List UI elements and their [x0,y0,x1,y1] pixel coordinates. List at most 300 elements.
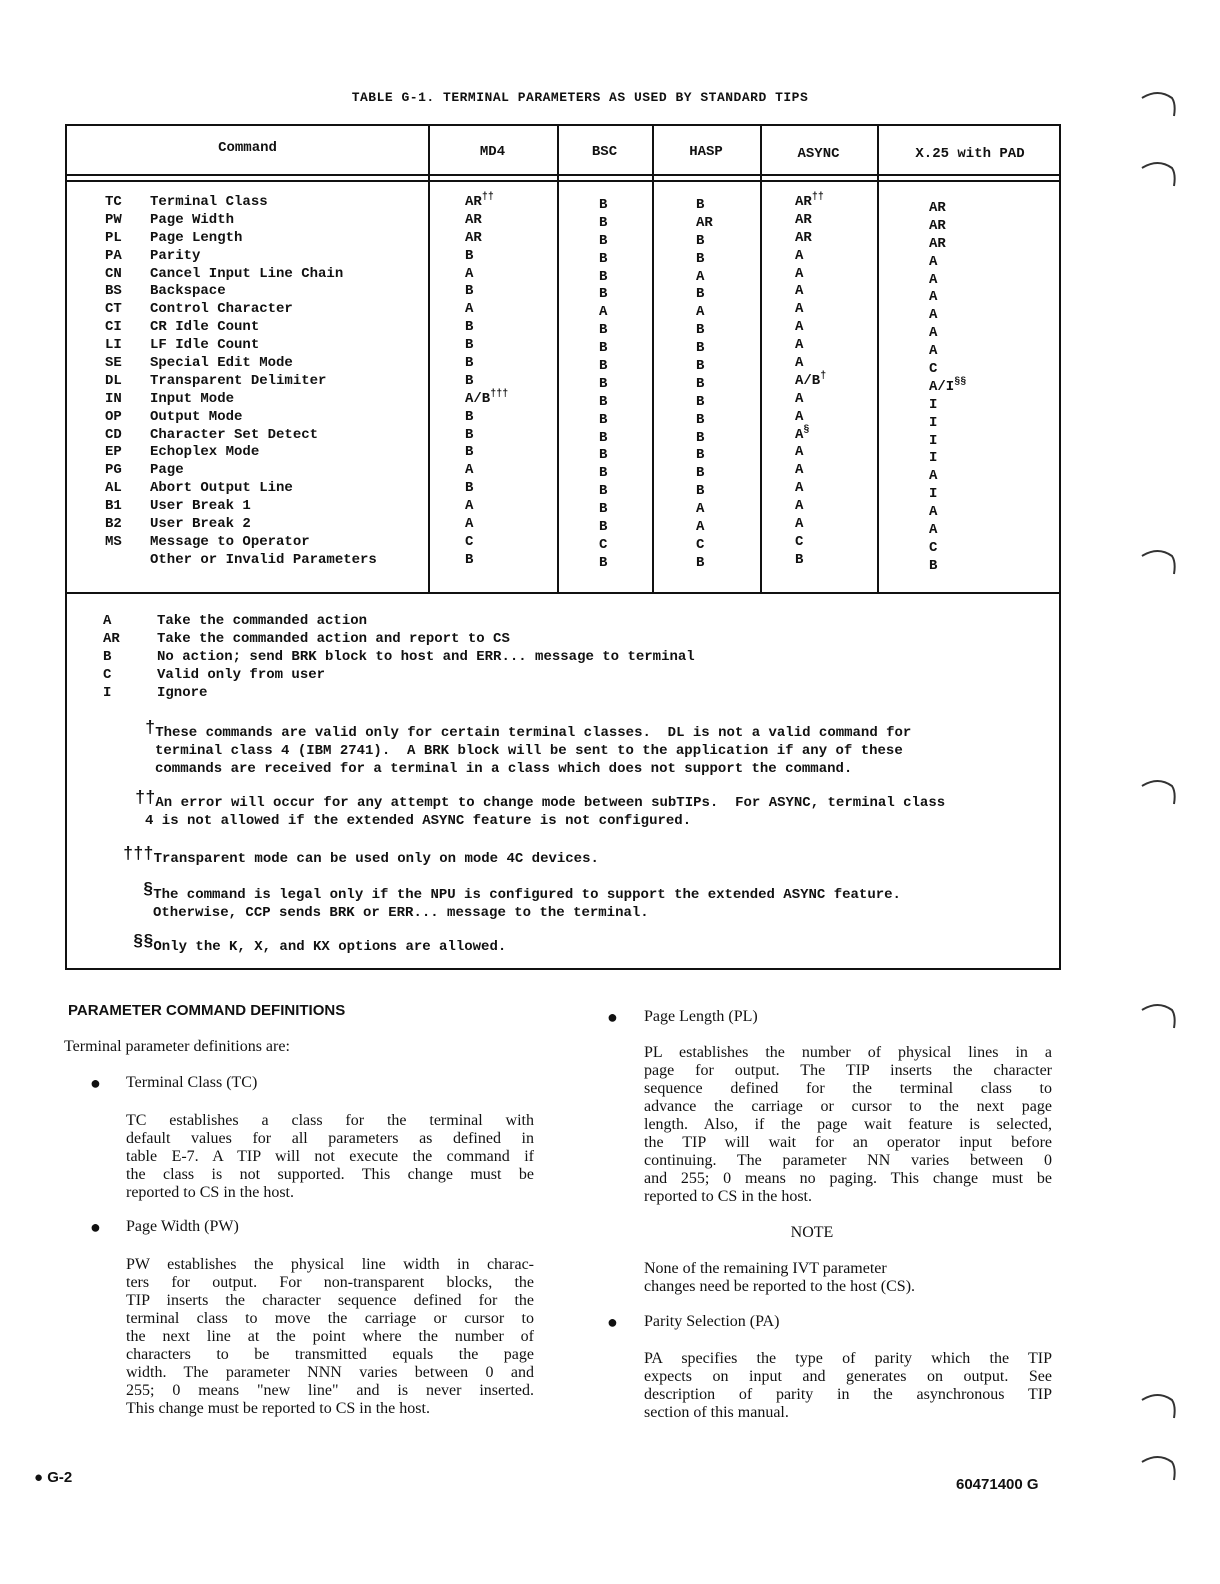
note-text [644,1260,988,1296]
binder-hole-mark [1140,1390,1178,1420]
x25-cell [929,558,966,576]
command-code-value: IN [105,390,122,407]
column-rule [760,126,762,592]
md4-value: A/B [465,390,491,407]
md4-value: A [465,301,474,318]
command-name-cell [150,194,377,212]
md4-cell [465,301,508,319]
hasp-value: B [696,322,705,339]
legend-code: B [103,649,112,665]
pw-title: Page Width (PW) [126,1218,239,1235]
md4-cell [465,319,508,337]
async-value: A/B [795,372,821,389]
x25-value: I [929,432,938,449]
bullet-icon: ● [90,1217,101,1237]
command-code-value: SE [105,355,122,372]
command-name-value: Message to Operator [150,533,310,550]
footnote-line [143,882,901,904]
bsc-value: B [599,483,608,500]
command-name-value: Backspace [150,283,226,300]
command-name-cell [150,337,377,355]
async-cell [795,516,826,534]
text-line: expects on input and generates on output. See [644,1368,1052,1385]
async-cell [795,230,826,248]
x25-cell [929,236,966,254]
md4-cell [465,230,508,248]
command-name-value: Input Mode [150,390,235,407]
bsc-cell [599,537,607,555]
command-code-cell [105,266,122,284]
x25-cell [929,468,966,486]
md4-value: B [465,426,474,443]
x25-cell [929,522,966,540]
md4-cell [465,194,508,212]
binder-hole-mark [1140,776,1178,806]
header-rule-2 [67,180,1059,182]
command-name-cell [150,355,377,373]
md4-value: A [465,516,474,533]
bsc-value: B [599,411,608,428]
x25-cell [929,325,966,343]
command-name-value: Special Edit Mode [150,355,293,372]
async-value: AR [795,229,812,246]
command-name-cell [150,212,377,230]
md4-cell [465,534,508,552]
text-line: reported to CS in the host. [126,1184,294,1201]
text-line: continuing. The parameter NN varies between 0 [644,1152,1052,1169]
md4-cell [465,283,508,301]
async-value: A [795,462,804,479]
legend [103,612,695,702]
header-command: Command [218,140,277,156]
md4-value: AR [465,211,482,228]
x25-value: C [929,361,938,378]
md4-cell [465,498,508,516]
footnote-mark: †† [811,192,824,203]
command-name-cell [150,266,377,284]
command-code-value: PW [105,211,122,228]
hasp-value: B [696,375,705,392]
command-code-cell [105,462,122,480]
terminal-parameters-table [65,124,1061,970]
legend-text: Take the commanded action and report to CS [157,631,510,647]
hasp-value: B [696,483,705,500]
x25-value: I [929,396,938,413]
legend-code: A [103,613,112,629]
command-name-cell [150,480,377,498]
bsc-value: B [599,358,608,375]
binder-hole-mark [1140,1452,1178,1482]
async-cell [795,409,826,427]
command-code-cell [105,194,122,212]
legend-text: Valid only from user [157,667,326,683]
hasp-value: B [696,393,705,410]
md4-value: B [465,319,474,336]
hasp-cell [696,412,713,430]
bsc-column [599,197,607,573]
md4-value: B [465,408,474,425]
legend-text: Ignore [157,685,208,701]
text-line: This change must be reported to CS in the host. [126,1400,430,1417]
command-code-value: B2 [105,516,122,533]
command-code-value: EP [105,444,122,461]
bsc-value: B [599,214,608,231]
bsc-value: B [599,465,608,482]
hasp-cell [696,286,713,304]
md4-value: B [465,247,474,264]
footnote-line [143,904,901,922]
command-name-value: Transparent Delimiter [150,372,327,389]
bsc-cell [599,376,607,394]
text-line: section of this manual. [644,1404,789,1421]
text-line: width. The parameter NNN varies between 0 and [126,1364,534,1381]
md4-value: A [465,462,474,479]
legend-row [103,648,695,666]
async-value: A [795,283,804,300]
command-name-value: Terminal Class [150,194,268,210]
command-name-value: Control Character [150,301,293,318]
hasp-value: A [696,501,705,518]
footnote-section [143,882,901,922]
text-line: TIP inserts the character sequence defined for the [126,1292,534,1309]
command-name-value: User Break 1 [150,498,251,515]
command-code-value: CI [105,319,122,336]
hasp-cell [696,304,713,322]
command-code-cell [105,248,122,266]
command-code-value: PA [105,247,122,264]
async-cell [795,444,826,462]
md4-cell [465,427,508,445]
hasp-value: B [696,411,705,428]
command-name-cell [150,391,377,409]
async-cell [795,212,826,230]
x25-value: A [929,271,938,288]
bsc-cell [599,519,607,537]
note-title: NOTE [790,1224,834,1241]
text-line: advance the carriage or cursor to the next page [644,1098,1052,1115]
pw-description [126,1256,534,1418]
footnote-symbol: †† [135,789,156,808]
async-cell [795,194,826,212]
command-code-value: CN [105,265,122,282]
async-cell [795,319,826,337]
md4-value: B [465,372,474,389]
x25-cell [929,540,966,558]
x25-cell [929,254,966,272]
md4-value: B [465,337,474,354]
footnote-text: 4 is not allowed if the extended ASYNC feature is not configured. [145,813,692,829]
x25-value: C [929,539,938,556]
command-name-value: Echoplex Mode [150,444,260,461]
text-line: 255; 0 means "new line" and is never inserted. [126,1382,534,1399]
x25-value: A [929,307,938,324]
command-name-cell [150,283,377,301]
command-name-value: Page Width [150,211,235,228]
bsc-cell [599,215,607,233]
x25-cell [929,200,966,218]
async-value: A [795,480,804,497]
async-cell [795,370,827,391]
footnote-mark: § [803,424,810,436]
column-rule [428,126,430,592]
async-cell [795,337,826,355]
bsc-cell [599,251,607,269]
legend-text: Take the commanded action [157,613,368,629]
x25-value: A [929,325,938,342]
hasp-cell [696,251,713,269]
command-code-value: AL [105,480,122,497]
md4-value: B [465,480,474,497]
bsc-value: B [599,268,608,285]
hasp-cell [696,555,713,573]
command-code-cell [105,552,122,570]
md4-value: C [465,533,474,550]
body-bottom-rule [67,592,1059,594]
legend-row [103,612,695,630]
text-line: table E-7. A TIP will not execute the command if [126,1148,534,1165]
command-name-value: Page Length [150,229,243,246]
async-value: A [795,319,804,336]
async-cell [795,480,826,498]
async-value: A [795,408,804,425]
hasp-cell [696,233,713,251]
x25-value: A [929,289,938,306]
hasp-value: B [696,286,705,303]
hasp-value: B [696,340,705,357]
command-code-value: CD [105,426,122,443]
command-code-value: LI [105,337,122,354]
binder-hole-mark [1140,88,1178,118]
bsc-value: B [599,232,608,249]
bullet-icon: ● [607,1007,618,1027]
x25-cell [929,433,966,451]
command-code-value: BS [105,283,122,300]
command-code-cell [105,355,122,373]
bsc-cell [599,269,607,287]
bullet-icon: ● [607,1312,618,1332]
hasp-cell [696,215,713,233]
hasp-cell [696,197,713,215]
x25-value: AR [929,217,946,234]
intro-text: Terminal parameter definitions are: [64,1038,290,1055]
bsc-value: B [599,519,608,536]
x25-cell [929,218,966,236]
async-cell [795,552,826,570]
footnote-symbol: §§ [133,933,154,952]
hasp-cell [696,376,713,394]
command-name-column [150,194,377,570]
text-line: default values for all parameters as defined in [126,1130,534,1147]
bsc-value: B [599,197,608,213]
command-code-value: B1 [105,498,122,515]
x25-value: A [929,504,938,521]
hasp-value: A [696,304,705,321]
footnote-mark: §§ [954,376,967,388]
page-number: ● G-2 [34,1469,73,1486]
md4-cell [465,355,508,373]
md4-cell [465,516,508,534]
x25-value: B [929,557,938,574]
command-name-cell [150,552,377,570]
async-value: A [795,301,804,318]
pl-description [644,1044,1052,1206]
legend-row [103,684,695,702]
text-line: changes need be reported to the host (CS). [644,1278,916,1295]
command-code-cell [105,480,122,498]
async-cell [795,248,826,266]
hasp-value: B [696,554,705,571]
hasp-value: B [696,358,705,375]
x25-value: AR [929,235,946,252]
hasp-cell [696,430,713,448]
hasp-value: C [696,536,705,553]
command-code-value: DL [105,372,122,389]
async-cell [795,498,826,516]
command-name-value: Parity [150,247,201,264]
text-line: ters for output. For non-transparent blocks, the [126,1274,534,1291]
command-name-cell [150,373,377,391]
footnote-text: The command is legal only if the NPU is configured to support the extended ASYNC feature. [153,887,901,903]
md4-value: B [465,551,474,568]
command-code-cell [105,391,122,409]
x25-value: A [929,522,938,539]
text-line: PL establishes the number of physical lines in a [644,1044,1052,1061]
x25-cell [929,415,966,433]
legend-code: AR [103,631,120,647]
page-number-text: G-2 [47,1469,73,1486]
x25-value: A/I [929,378,955,395]
command-code-cell [105,319,122,337]
footnote-mark: †† [481,192,494,203]
bsc-value: B [599,286,608,303]
async-cell [795,534,826,552]
bsc-cell [599,358,607,376]
bsc-cell [599,483,607,501]
bsc-value: B [599,554,608,571]
command-name-cell [150,248,377,266]
pa-description [644,1350,1052,1422]
hasp-value: B [696,465,705,482]
md4-cell [465,248,508,266]
footnote-symbol: § [143,881,154,900]
command-name-value: Abort Output Line [150,480,293,497]
x25-value: I [929,450,938,467]
hasp-value: A [696,268,705,285]
column-rule [652,126,654,592]
bsc-cell [599,430,607,448]
footnote-symbol: † [145,719,156,738]
tc-title: Terminal Class (TC) [126,1074,258,1091]
command-code-value: OP [105,408,122,425]
footnote-line [123,846,599,868]
async-value: B [795,551,804,568]
command-code-cell [105,516,122,534]
x25-cell [929,450,966,468]
x25-column [929,200,966,576]
command-name-value: Character Set Detect [150,426,319,443]
bsc-cell [599,197,607,215]
text-line: characters to be transmitted equals the page [126,1346,534,1363]
header-hasp: HASP [689,144,723,160]
bsc-value: B [599,429,608,446]
bsc-cell [599,304,607,322]
command-code-cell [105,337,122,355]
footnote-symbol: ††† [123,845,154,864]
bsc-cell [599,322,607,340]
header-bsc: BSC [591,144,618,160]
footnote-triple-dagger [123,846,599,868]
text-line: PA specifies the type of parity which the TIP [644,1350,1052,1367]
md4-column [465,194,508,570]
footnote-mark: ††† [490,388,509,400]
md4-cell [465,444,508,462]
async-cell [795,424,826,445]
bsc-cell [599,286,607,304]
x25-cell [929,486,966,504]
hasp-value: B [696,250,705,267]
command-code-cell [105,212,122,230]
async-value: A [795,390,804,407]
command-code-cell [105,301,122,319]
command-name-cell [150,516,377,534]
md4-value: AR [465,194,482,210]
command-name-cell [150,444,377,462]
bsc-value: B [599,340,608,357]
bsc-cell [599,465,607,483]
text-line: length. Also, if the page wait feature is selected, [644,1116,1052,1133]
bsc-cell [599,340,607,358]
header-x25-with-pad: X.25 with PAD [915,146,1025,162]
async-value: A [795,498,804,515]
bsc-value: B [599,375,608,392]
command-name-cell [150,319,377,337]
async-value: AR [795,211,812,228]
command-code-cell [105,444,122,462]
legend-text: No action; send BRK block to host and ERR... message to terminal [157,649,695,665]
x25-value: I [929,414,938,431]
bsc-value: B [599,501,608,518]
column-rule [877,126,879,592]
md4-cell [465,337,508,355]
command-name-cell [150,462,377,480]
binder-hole-mark [1140,1000,1178,1030]
text-line: description of parity in the asynchronous TIP [644,1386,1052,1403]
command-code-cell [105,498,122,516]
hasp-cell [696,394,713,412]
footnote-text: An error will occur for any attempt to change mode between subTIPs. For ASYNC, terminal class [155,795,946,811]
x25-cell [929,289,966,307]
footnote-line [133,934,506,956]
hasp-value: B [696,429,705,446]
column-rule [557,126,559,592]
async-value: A [795,247,804,264]
command-name-cell [150,427,377,445]
bsc-value: B [599,322,608,339]
command-code-cell [105,427,122,445]
bsc-value: B [599,250,608,267]
async-column [795,194,826,570]
header-async: ASYNC [797,146,840,162]
async-value: A [795,355,804,372]
command-code-cell [105,409,122,427]
legend-code: I [103,685,112,701]
command-code-column [105,194,122,570]
x25-value: A [929,343,938,360]
x25-cell [929,504,966,522]
bsc-value: B [599,393,608,410]
md4-cell [465,552,508,570]
footnote-text: terminal class 4 (IBM 2741). A BRK block will be sent to the application if any of these [155,743,903,759]
